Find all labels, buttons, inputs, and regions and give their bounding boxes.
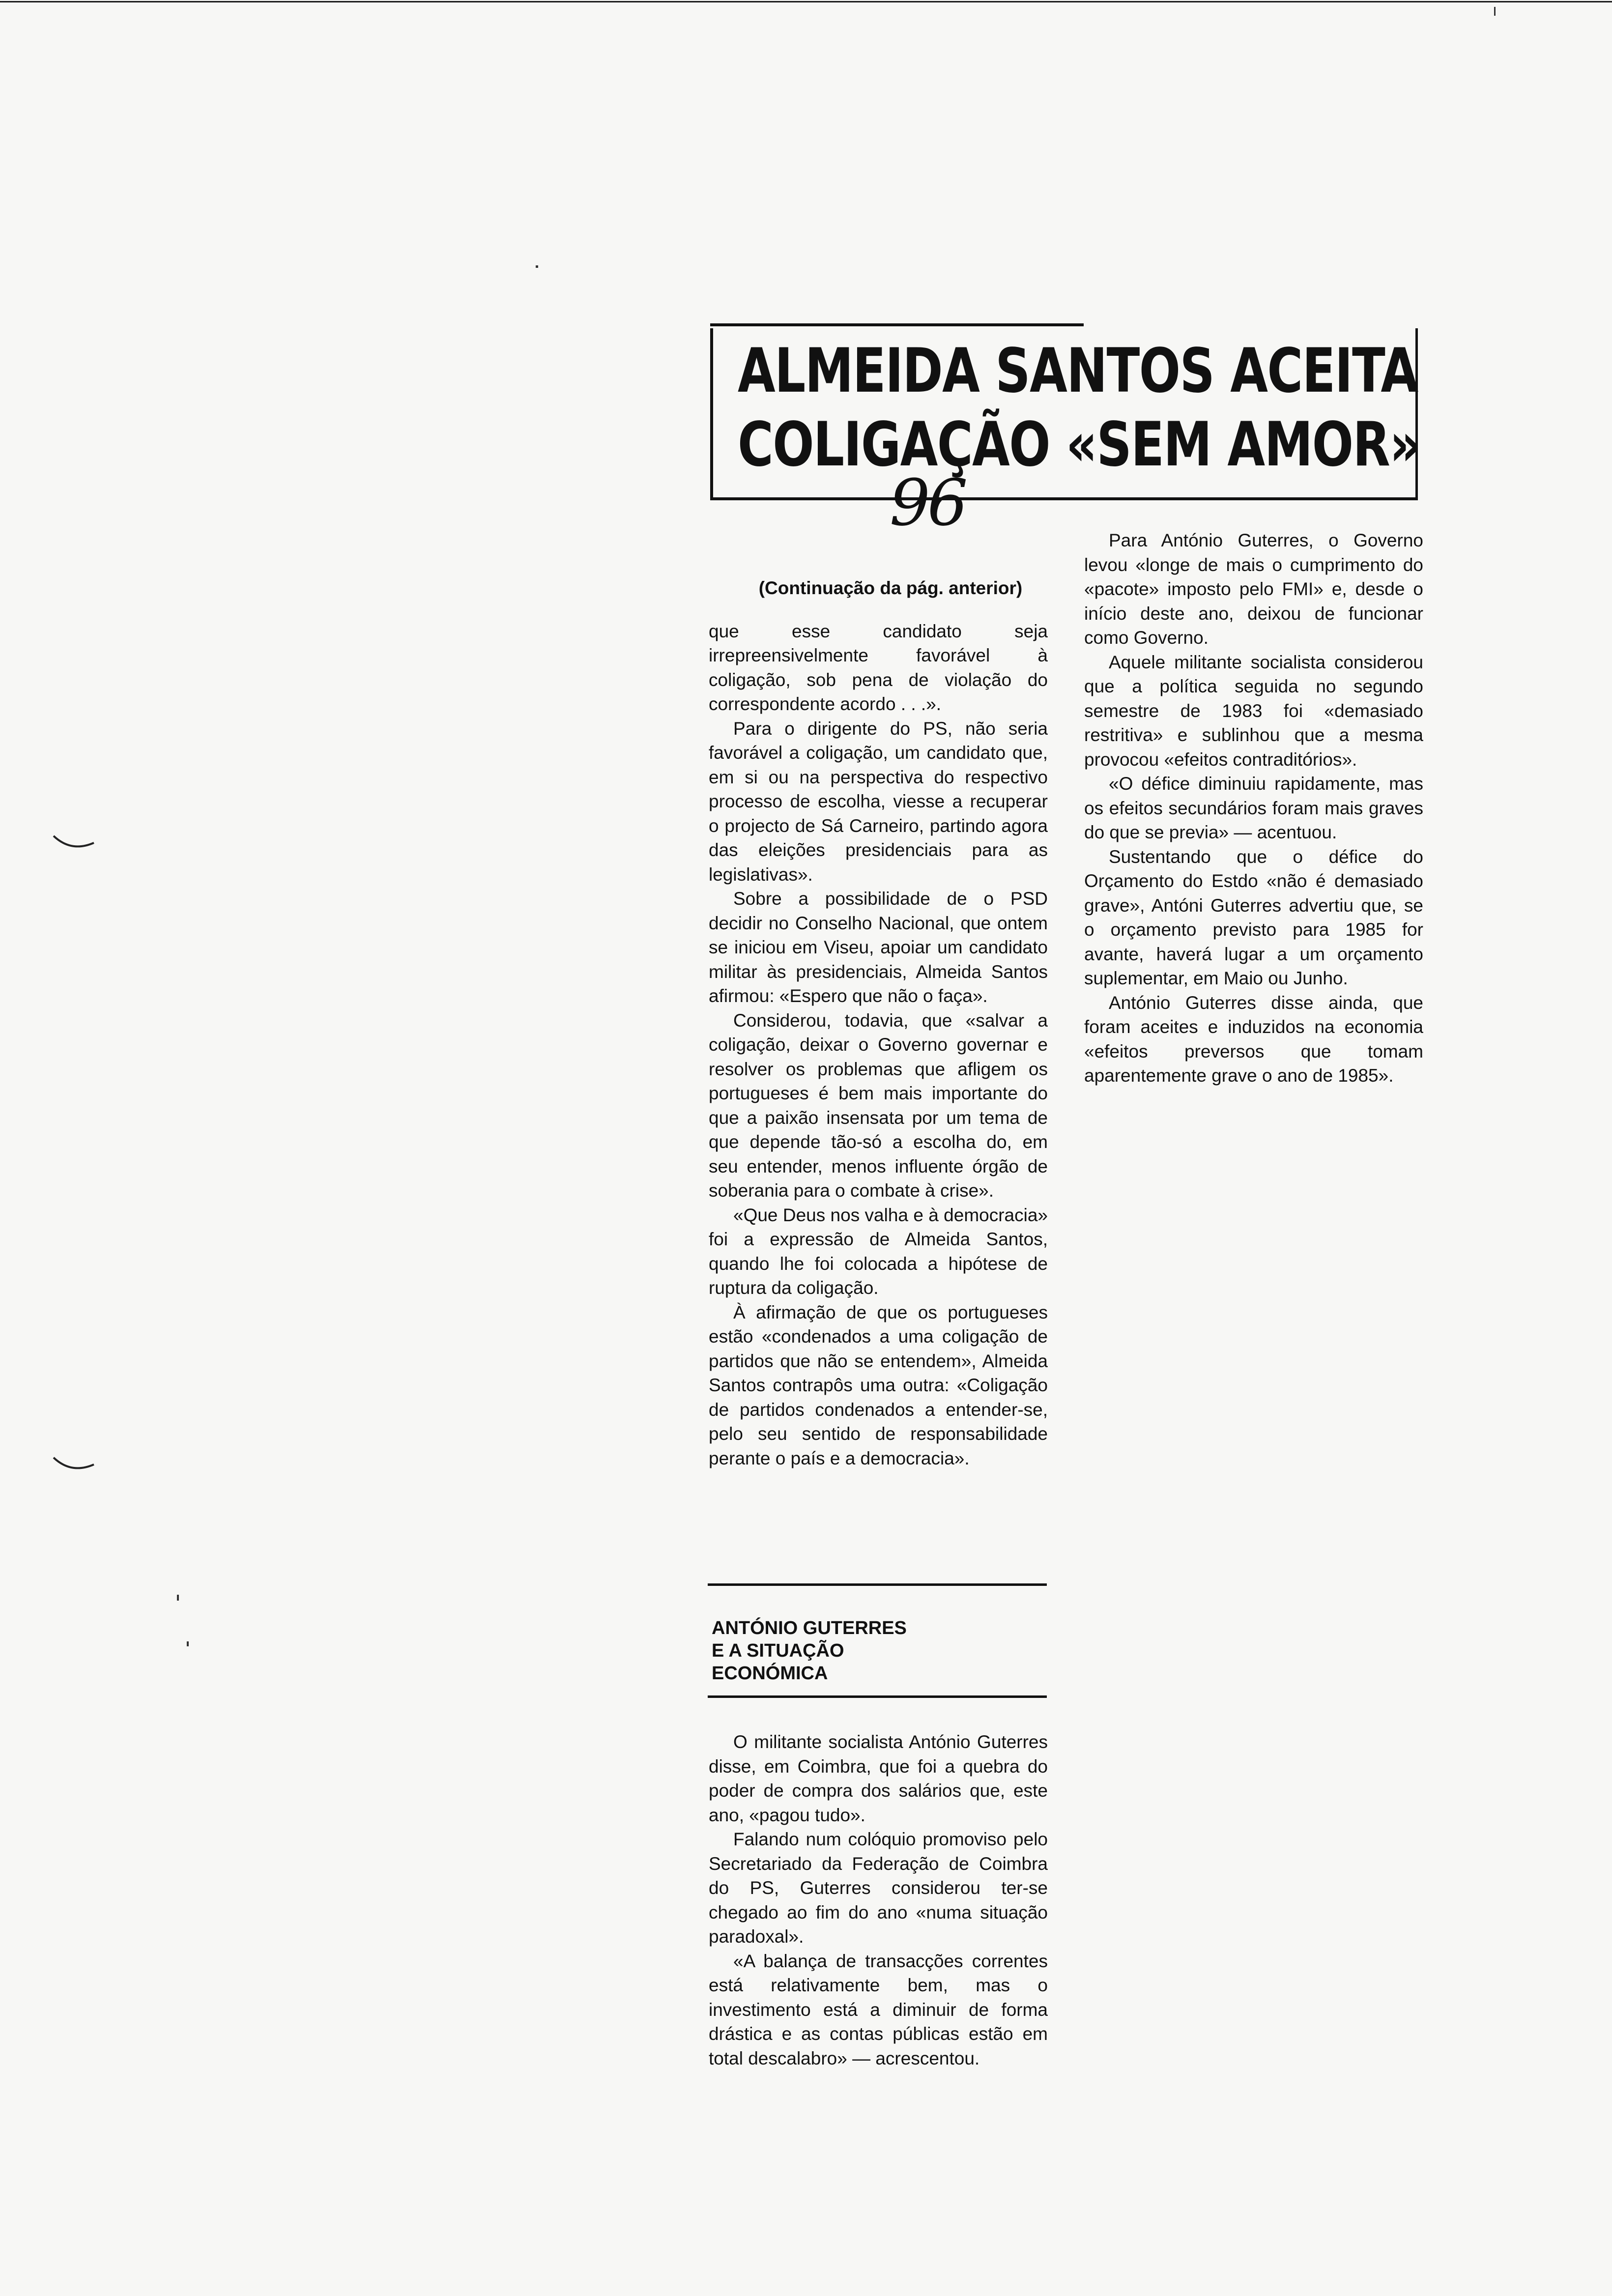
paragraph: Para António Guterres, o Governo levou «longe de mais o cumprimento do «pacote» imposto pelo FMI» e, desde o início deste ano, deixou de funcionar como Governo. (1084, 530, 1423, 648)
paragraph: Para o dirigente do PS, não seria favorável a coligação, um candidato que, em si ou na perspectiva do respectivo processo de escolha, viesse a recuperar o projecto de Sá Carneiro, partindo agora das eleições presidenciais para as legislativas». (709, 718, 1048, 885)
subhead-line-2: E A SITUAÇÃO (712, 1640, 844, 1661)
headline (738, 334, 1420, 482)
paragraph: «A balança de transacções correntes está relativamente bem, mas o investimento está a diminuir de forma drástica e as contas públicas estão em total descalabro» — acrescentou. (709, 1951, 1048, 2068)
paragraph: Falando num colóquio promoviso pelo Secretariado da Federação de Coimbra do PS, Guterres considerou ter-se chegado ao fim do ano «numa situação paradoxal». (709, 1829, 1048, 1947)
paragraph: António Guterres disse ainda, que foram aceites e induzidos na economia «efeitos preversos que tomam aparentemente grave o ano de 1985». (1084, 992, 1423, 1086)
scan-speck (187, 1641, 189, 1646)
section-rule-bottom (708, 1695, 1047, 1698)
scan-speck (177, 1595, 179, 1601)
paragraph: Aquele militante socialista considerou que a política seguida no segundo semestre de 1983 foi «demasiado restritiva» e sublinhou que a mesma provocou «efeitos contraditórios». (1084, 652, 1423, 770)
section-subhead (712, 1617, 1007, 1685)
continuation-note: (Continuação da pág. anterior) (758, 578, 1023, 598)
punch-hole-mark-top (52, 833, 96, 853)
handwritten-page-number: 96 (890, 465, 965, 540)
paragraph: Sobre a possibilidade de o PSD decidir no Conselho Nacional, que ontem se iniciou em Viseu, apoiar um candidato militar às presidenciais, Almeida Santos afirmou: «Espero que não o faça». (709, 889, 1048, 1006)
headline-top-rule (710, 323, 1084, 326)
article-column-1 (709, 576, 1048, 1470)
paragraph: À afirmação de que os portugueses estão «condenados a uma coligação de partidos que não se entendem», Almeida Santos contrapôs uma outra: «Coligação de partidos condenados a entender-se, pelo seu sentido de responsabilidade perante o país e a democracia». (709, 1302, 1048, 1468)
subhead-line-3: ECONÓMICA (712, 1663, 828, 1684)
section-rule-top (708, 1583, 1047, 1586)
article-column-3 (709, 1730, 1048, 2070)
paragraph: Considerou, todavia, que «salvar a coligação, deixar o Governo governar e resolver os problemas que afligem os portugueses é bem mais importante do que a paixão insensata por um tema de que depende tão-só a escolha do, em seu entender, menos influente órgão de soberania para o combate à crise». (709, 1010, 1048, 1201)
scan-speck (536, 265, 538, 268)
scan-top-border (0, 1, 1612, 2)
headline-line-2: COLIGAÇÃO «SEM AMOR» (738, 409, 1420, 480)
headline-line-1: ALMEIDA SANTOS ACEITA (738, 336, 1418, 406)
punch-hole-mark-bottom (52, 1455, 96, 1474)
headline-box (710, 328, 1418, 500)
scan-edge-mark (1494, 7, 1496, 16)
paragraph: «O défice diminuiu rapidamente, mas os efeitos secundários foram mais graves do que se previa» — acentuou. (1084, 774, 1423, 842)
article-column-2 (1084, 528, 1423, 1088)
paragraph: «Que Deus nos valha e à democracia» foi a expressão de Almeida Santos, quando lhe foi colocada a hipótese de ruptura da coligação. (709, 1205, 1048, 1298)
subhead-line-1: ANTÓNIO GUTERRES (712, 1618, 907, 1638)
paragraph: que esse candidato seja irrepreensivelmente favorável à coligação, sob pena de violação do correspondente acordo . . .». (709, 621, 1048, 714)
paragraph: Sustentando que o défice do Orçamento do Estdo «não é demasiado grave», Antóni Guterres advertiu que, se o orçamento previsto para 1985 for avante, haverá lugar a um orçamento suplementar, em Maio ou Junho. (1084, 846, 1423, 988)
paragraph: O militante socialista António Guterres disse, em Coimbra, que foi a quebra do poder de compra dos salários que, este ano, «pagou tudo». (709, 1732, 1048, 1825)
